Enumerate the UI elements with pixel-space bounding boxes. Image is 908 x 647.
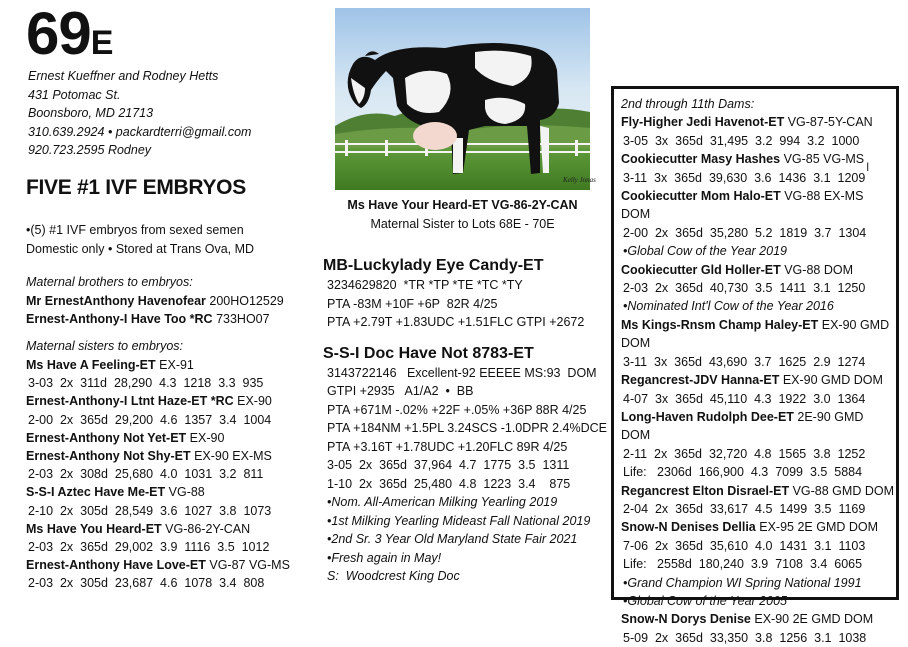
sister-record: 2-03 2x 365d 29,002 3.9 1116 3.5 1012 xyxy=(28,540,270,555)
sister-detail: EX-90 EX-MS xyxy=(190,449,272,464)
lot-number-digits: 69 xyxy=(26,0,91,67)
dam-line: 1-10 2x 365d 25,480 4.8 1223 3.4 875 xyxy=(327,476,571,491)
ancestor-name: Cookiecutter Masy Hashes xyxy=(621,152,781,167)
ancestor-name: Cookiecutter Gld Holler-ET xyxy=(621,262,781,277)
dam-note: •1st Milking Yearling Mideast Fall National 2019 xyxy=(327,513,591,528)
ancestor-detail: EX-90 GMD DOM xyxy=(779,373,883,388)
sire-line: 3234629820 *TR *TP *TE *TC *TY xyxy=(327,278,523,292)
ancestor-record: 2-03 2x 365d 40,730 3.5 1411 3.1 1250 xyxy=(623,281,866,296)
dam-line: 3143722146 Excellent-92 EEEEE MS:93 DOM xyxy=(327,365,597,380)
dam-line: PTA +3.16T +1.78UDC +1.20FLC 89R 4/25 xyxy=(327,439,568,454)
sister-name-line xyxy=(26,483,290,501)
sister-name-line xyxy=(26,447,290,465)
ancestor-detail: EX-90 GMD DOM xyxy=(621,317,890,351)
cow-photo-image xyxy=(335,8,596,190)
ancestor-name: Snow-N Dorys Denise xyxy=(621,612,751,627)
ancestor-detail: VG-88 DOM xyxy=(780,262,853,277)
ancestor-note: •Global Cow of the Year 2019 xyxy=(623,244,787,259)
sister-name: Ms Have You Heard-ET xyxy=(26,521,162,536)
sister-detail: EX-90 xyxy=(233,394,272,409)
sister-name: S-S-I Aztec Have Me-ET xyxy=(26,485,166,500)
dam-line: GTPI +2935 A1/A2 • BB xyxy=(327,384,474,398)
ancestor-detail: VG-85 VG-MS xyxy=(780,152,865,167)
ancestor-note: •Grand Champion WI Spring National 1991 xyxy=(623,575,862,590)
dam-item xyxy=(621,408,896,445)
ancestor-detail: 2E-90 GMD DOM xyxy=(621,409,864,443)
ancestor-record: 3-11 3x 365d 39,630 3.6 1436 3.1 1209 xyxy=(623,170,866,185)
dam-item xyxy=(621,316,896,353)
ancestor-lifetime: Life: 2558d 180,240 3.9 7108 3.4 6065 xyxy=(623,557,863,572)
sister-record: 2-03 2x 308d 25,680 4.0 1031 3.2 811 xyxy=(28,467,264,482)
dam-sire: S: Woodcrest King Doc xyxy=(327,569,460,583)
ancestor-name: Long-Haven Rudolph Dee-ET xyxy=(621,409,794,424)
offering-bullet: Domestic only • Stored at Trans Ova, MD xyxy=(26,241,255,256)
sisters-list xyxy=(26,356,290,593)
sisters-title: Maternal sisters to embryos: xyxy=(26,339,183,353)
brother-item xyxy=(26,310,284,328)
brother-detail: 733HO07 xyxy=(212,312,270,326)
ancestor-note: •Nominated Int'l Cow of the Year 2016 xyxy=(623,299,834,314)
dam-item xyxy=(621,482,896,500)
consignor-line: Boonsboro, MD 21713 xyxy=(28,106,154,120)
sister-name-line xyxy=(26,520,290,538)
lot-number xyxy=(26,2,113,75)
ancestor-name: Regancrest Elton Disrael-ET xyxy=(621,483,790,498)
brothers-title: Maternal brothers to embryos: xyxy=(26,275,193,289)
brother-name: Mr ErnestAnthony Havenofear xyxy=(26,294,206,308)
ancestor-note: •Global Cow of the Year 2005 xyxy=(623,593,787,608)
sister-name: Ms Have A Feeling-ET xyxy=(26,358,156,372)
ancestor-name: Ms Kings-Rnsm Champ Haley-ET xyxy=(621,317,819,332)
dam-item xyxy=(621,113,896,131)
pedigree-block xyxy=(323,256,613,586)
brother-item xyxy=(26,292,284,310)
ancestor-record: 3-05 3x 365d 31,495 3.2 994 3.2 1000 xyxy=(623,133,860,148)
photo-subcaption: Maternal Sister to Lots 68E - 70E xyxy=(370,217,555,231)
offering-bullet: •(5) #1 IVF embryos from sexed semen xyxy=(26,223,244,237)
ancestor-name: Snow-N Denises Dellia xyxy=(621,520,756,535)
offering-bullets xyxy=(26,221,254,258)
ancestor-record: 5-09 2x 365d 33,350 3.8 1256 3.1 1038 xyxy=(623,630,867,645)
dam-item xyxy=(621,518,896,536)
brothers-list xyxy=(26,292,284,328)
sister-detail: VG-88 xyxy=(165,485,205,500)
sister-detail: EX-90 xyxy=(186,430,225,445)
ancestor-name: Fly-Higher Jedi Havenot-ET xyxy=(621,115,785,130)
dam-line: PTA +671M -.02% +22F +.05% +36P 88R 4/25 xyxy=(327,402,587,417)
photo-signature: Kelly Jonas xyxy=(563,176,596,184)
ancestor-record: 4-07 3x 365d 45,110 4.3 1922 3.0 1364 xyxy=(623,391,866,406)
ancestor-detail: EX-90 2E GMD DOM xyxy=(750,612,874,627)
sister-record: 2-03 2x 305d 23,687 4.6 1078 3.4 808 xyxy=(28,576,265,591)
consignor-line: 431 Potomac St. xyxy=(28,87,121,102)
sister-record: 2-10 2x 305d 28,549 3.6 1027 3.8 1073 xyxy=(28,503,272,518)
ancestor-name: Cookiecutter Mom Halo-ET xyxy=(621,189,781,204)
sister-record: 3-03 2x 311d 28,290 4.3 1218 3.3 935 xyxy=(28,376,264,391)
ancestor-detail: EX-95 2E GMD DOM xyxy=(755,520,879,535)
ancestor-detail: VG-88 EX-MS DOM xyxy=(621,189,864,222)
ancestor-record: 3-11 3x 365d 43,690 3.7 1625 2.9 1274 xyxy=(623,354,866,369)
brother-detail: 200HO12529 xyxy=(205,294,284,308)
sire-name: MB-Luckylady Eye Candy-ET xyxy=(323,257,544,274)
text-cursor-icon: I xyxy=(866,160,870,174)
offering-title: FIVE #1 IVF EMBRYOS xyxy=(26,176,246,199)
sister-name-line xyxy=(26,392,290,410)
sister-name: Ernest-Anthony Have Love-ET xyxy=(26,558,206,573)
ancestor-record: 2-00 2x 365d 35,280 5.2 1819 3.7 1304 xyxy=(623,225,867,240)
sire-line: PTA -83M +10F +6P 82R 4/25 xyxy=(327,296,498,311)
cow-photo xyxy=(335,8,596,190)
sister-name-line xyxy=(26,429,290,447)
sire-line: PTA +2.79T +1.83UDC +1.51FLC GTPI +2672 xyxy=(327,315,585,329)
sister-name-line xyxy=(26,556,290,574)
dam-note: •2nd Sr. 3 Year Old Maryland State Fair 2021 xyxy=(327,532,578,546)
photo-caption: Ms Have Your Heard-ET VG-86-2Y-CAN xyxy=(347,198,578,212)
ancestor-lifetime: Life: 2306d 166,900 4.3 7099 3.5 5884 xyxy=(623,465,863,480)
sister-name: Ernest-Anthony Not Shy-ET xyxy=(26,449,191,464)
sister-detail: VG-87 VG-MS xyxy=(205,558,290,573)
dam-note: •Fresh again in May! xyxy=(327,550,442,565)
ancestor-detail: VG-87-5Y-CAN xyxy=(784,115,873,130)
consignor-line: Ernest Kueffner and Rodney Hetts xyxy=(28,69,219,83)
ancestor-detail: VG-88 GMD DOM xyxy=(789,483,894,498)
dam-item xyxy=(621,261,896,279)
lot-number-suffix: E xyxy=(90,24,114,62)
dam-item xyxy=(621,187,896,224)
ancestor-record: 2-11 2x 365d 32,720 4.8 1565 3.8 1252 xyxy=(623,446,866,461)
brother-name: Ernest-Anthony-I Have Too *RC xyxy=(26,312,213,326)
dams-list xyxy=(621,95,896,647)
dam-item xyxy=(621,371,896,389)
consignor-line: 310.639.2924 • packardterri@gmail.com xyxy=(28,124,252,139)
dams-title: 2nd through 11th Dams: xyxy=(621,97,755,111)
sister-name-line xyxy=(26,356,290,374)
ancestor-name: Regancrest-JDV Hanna-ET xyxy=(621,373,780,388)
consignor-line: 920.723.2595 Rodney xyxy=(28,143,152,157)
dam-note: •Nom. All-American Milking Yearling 2019 xyxy=(327,495,558,509)
sister-record: 2-00 2x 365d 29,200 4.6 1357 3.4 1004 xyxy=(28,412,272,427)
dam-line: PTA +184NM +1.5PL 3.24SCS -1.0DPR 2.4%DCE xyxy=(327,421,607,435)
dam-item xyxy=(621,150,896,168)
sister-detail: VG-86-2Y-CAN xyxy=(161,521,251,536)
sister-name: Ernest-Anthony Not Yet-ET xyxy=(26,430,187,445)
ancestor-record: 7-06 2x 365d 35,610 4.0 1431 3.1 1103 xyxy=(623,538,866,553)
dams-box xyxy=(611,86,899,645)
ancestor-record: 2-04 2x 365d 33,617 4.5 1499 3.5 1169 xyxy=(623,501,866,516)
dam-item xyxy=(621,610,896,628)
consignor-address xyxy=(28,67,251,160)
sister-name: Ernest-Anthony-I Ltnt Haze-ET *RC xyxy=(26,394,234,409)
sister-detail: EX-91 xyxy=(155,358,194,372)
dam-name: S-S-I Doc Have Not 8783-ET xyxy=(323,344,534,362)
dam-line: 3-05 2x 365d 37,964 4.7 1775 3.5 1311 xyxy=(327,458,570,472)
